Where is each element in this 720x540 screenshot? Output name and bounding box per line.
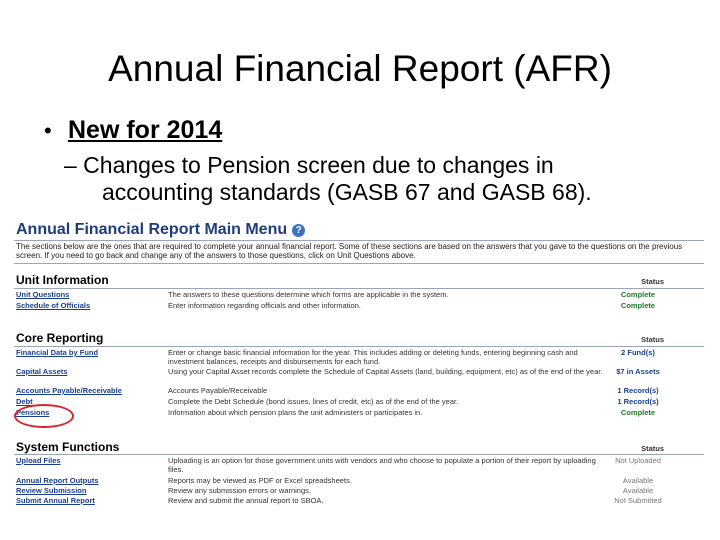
row-description: Information about which pension plans the unit administers or participates in.: [168, 408, 423, 417]
status-header: Status: [641, 444, 664, 453]
divider: [14, 454, 704, 455]
link-accounts-payable-receivable[interactable]: Accounts Payable/Receivable: [16, 386, 122, 395]
afr-menu-title-text: Annual Financial Report Main Menu: [16, 221, 288, 238]
help-icon[interactable]: ?: [292, 224, 305, 237]
status-badge: Not Uploaded: [615, 456, 661, 465]
intro-text: The sections below are the ones that are required to complete your annual financial report. Some of these sections are based on the answers that you gave to the questions on the previous screen. If you need to go back and change any of the answers to those questions, click on Unit Questions above.: [16, 242, 683, 260]
link-review-submission[interactable]: Review Submission: [16, 486, 87, 495]
row-description: Complete the Debt Schedule (bond issues, lines of credit, etc) as of the end of the year.: [168, 397, 459, 406]
status-badge: Available: [622, 476, 654, 485]
status-badge: 2 Fund(s): [621, 348, 655, 357]
divider: [14, 240, 704, 241]
afr-main-menu-screenshot: [14, 221, 704, 511]
section-title-system-functions: System Functions: [16, 440, 120, 454]
bullet-dot-icon: •: [44, 117, 52, 143]
status-badge: Not Submitted: [614, 496, 662, 505]
link-pensions-label[interactable]: Pensions: [16, 408, 50, 417]
row-description: Enter or change basic financial information for the year. This includes adding or deleting funds, entering beginning cash and investment balances, receipts and disbursements for each fund.: [168, 348, 578, 366]
divider: [14, 346, 704, 347]
link-debt[interactable]: Debt: [16, 397, 33, 406]
row-description: Enter information regarding officials and other information.: [168, 301, 361, 310]
row-description: Review and submit the annual report to SBOA.: [168, 496, 324, 505]
row-description: Review any submission errors or warnings.: [168, 486, 311, 495]
row-description: Accounts Payable/Receivable: [168, 386, 268, 395]
row-description: The answers to these questions determine which forms are applicable in the system.: [168, 290, 449, 299]
status-header: Status: [641, 277, 664, 286]
status-badge: Complete: [620, 301, 656, 310]
divider: [14, 288, 704, 289]
status-badge: Available: [622, 486, 654, 495]
highlight-circle: [14, 404, 74, 428]
bullet-text: New for 2014: [68, 116, 223, 144]
link-annual-report-outputs[interactable]: Annual Report Outputs: [16, 476, 99, 485]
link-submit-annual-report[interactable]: Submit Annual Report: [16, 496, 95, 505]
bullet-item: [44, 116, 222, 145]
link-schedule-of-officials[interactable]: Schedule of Officials: [16, 301, 91, 310]
status-header: Status: [641, 335, 664, 344]
status-badge: 1 Record(s): [617, 397, 659, 406]
link-upload-files[interactable]: Upload Files: [16, 456, 61, 465]
link-pensions[interactable]: [16, 409, 49, 418]
link-capital-assets[interactable]: Capital Assets: [16, 367, 68, 376]
link-financial-data-by-fund[interactable]: Financial Data by Fund: [16, 348, 99, 357]
sub-bullet-line-2: accounting standards (GASB 67 and GASB 68).: [102, 179, 592, 205]
slide-title: Annual Financial Report (AFR): [108, 48, 612, 89]
status-badge: Complete: [620, 290, 656, 299]
section-title-core-reporting: Core Reporting: [16, 331, 104, 345]
row-description: Uploading is an option for those government units with vendors and who choose to populate a portion of their report by uploading files.: [168, 456, 596, 474]
status-badge: 1 Record(s): [617, 386, 659, 395]
status-badge: $7 in Assets: [616, 367, 660, 376]
afr-menu-title: [16, 221, 305, 239]
row-description: Using your Capital Asset records complete the Schedule of Capital Assets (land, building, equipment, etc) as of the end of the year.: [168, 367, 603, 376]
section-title-unit-information: Unit Information: [16, 273, 109, 287]
sub-bullet-line-1: – Changes to Pension screen due to changes in: [64, 152, 554, 178]
divider: [14, 263, 704, 264]
link-unit-questions[interactable]: Unit Questions: [16, 290, 70, 299]
sub-bullet: [64, 152, 704, 206]
status-badge: Complete: [620, 408, 656, 417]
row-description: Reports may be viewed as PDF or Excel spreadsheets.: [168, 476, 352, 485]
